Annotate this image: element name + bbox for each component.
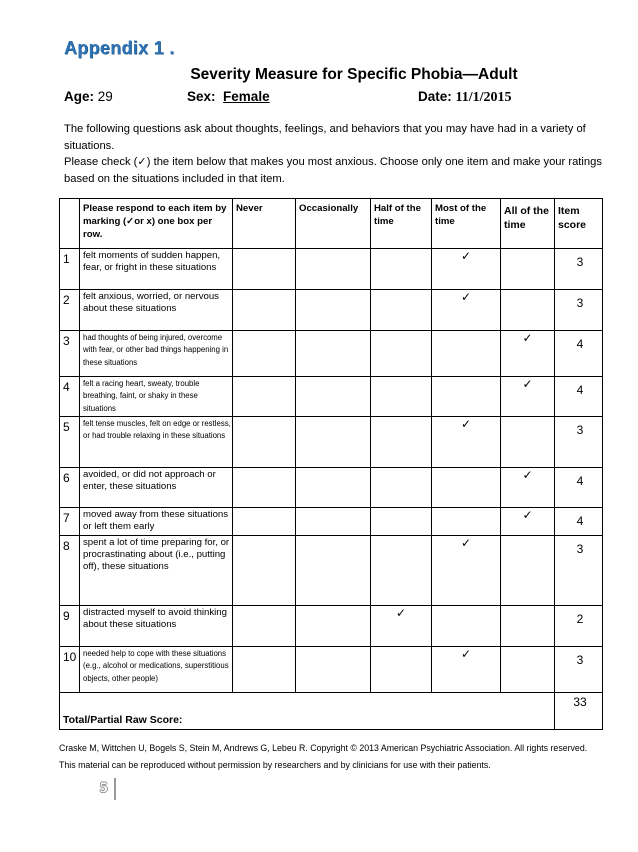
- check-mark-icon: ✓: [522, 377, 533, 391]
- instructions: [64, 121, 604, 187]
- rating-cell-most[interactable]: [432, 536, 501, 606]
- rating-cell-all[interactable]: [501, 536, 555, 606]
- rating-cell-occasionally[interactable]: [296, 606, 371, 647]
- age-value: 29: [97, 89, 113, 104]
- rating-cell-all[interactable]: [501, 508, 555, 536]
- table-header-row: [60, 199, 603, 249]
- row-number: 2: [60, 290, 80, 331]
- row-item-text: spent a lot of time preparing for, or procrastinating about (i.e., putting off), these situations: [80, 536, 233, 606]
- table-row: [60, 508, 603, 536]
- table-row: [60, 249, 603, 290]
- table-row: [60, 290, 603, 331]
- age-label: Age:: [64, 89, 94, 104]
- rating-cell-half[interactable]: [371, 536, 432, 606]
- rating-table: [59, 198, 603, 730]
- row-item-text: needed help to cope with these situations (e.g., alcohol or medications, superstitious objects, other people): [80, 647, 233, 693]
- page-divider: [114, 778, 116, 800]
- check-mark-icon: ✓: [460, 417, 472, 431]
- item-score: 3: [555, 647, 603, 693]
- row-item-text: felt anxious, worried, or nervous about these situations: [80, 290, 233, 331]
- copyright-notice: Craske M, Wittchen U, Bogels S, Stein M, Andrews G, Lebeu R. Copyright © 2013 American Psychiatric Association. All rights reserved. This material can be reproduced without permission by researchers and by clinicians for use with their patients.: [59, 743, 588, 770]
- header-occasionally: Occasionally: [296, 199, 371, 249]
- row-item-text: felt tense muscles, felt on edge or restless, or had trouble relaxing in these situations: [80, 417, 233, 468]
- rating-cell-never[interactable]: [233, 249, 296, 290]
- table-row: [60, 331, 603, 377]
- table-row: [60, 417, 603, 468]
- rating-cell-all[interactable]: [501, 606, 555, 647]
- row-number: 8: [60, 536, 80, 606]
- table-row: [60, 606, 603, 647]
- rating-cell-all[interactable]: [501, 331, 555, 377]
- check-mark-icon: ✓: [395, 606, 407, 620]
- row-item-text: avoided, or did not approach or enter, these situations: [80, 468, 233, 508]
- instructions-line-1: The following questions ask about thoughts, feelings, and behaviors that you may have had in a variety of situations.: [64, 123, 586, 152]
- item-score: 4: [555, 377, 603, 417]
- rating-cell-never[interactable]: [233, 468, 296, 508]
- rating-cell-never[interactable]: [233, 417, 296, 468]
- row-number: 6: [60, 468, 80, 508]
- rating-cell-half[interactable]: [371, 606, 432, 647]
- rating-cell-never[interactable]: [233, 606, 296, 647]
- row-item-text: moved away from these situations or left them early: [80, 508, 233, 536]
- rating-cell-all[interactable]: [501, 647, 555, 693]
- header-score: Item score: [555, 199, 603, 249]
- rating-cell-never[interactable]: [233, 377, 296, 417]
- rating-cell-occasionally[interactable]: [296, 417, 371, 468]
- rating-cell-never[interactable]: [233, 508, 296, 536]
- rating-cell-most[interactable]: [432, 290, 501, 331]
- row-number: 10: [60, 647, 80, 693]
- check-mark-icon: ✓: [522, 508, 533, 522]
- check-mark-icon: ✓: [522, 468, 533, 482]
- rating-cell-occasionally[interactable]: [296, 249, 371, 290]
- rating-cell-most[interactable]: [432, 417, 501, 468]
- total-score: 33: [555, 693, 603, 730]
- item-score: 3: [555, 290, 603, 331]
- rating-cell-all[interactable]: [501, 377, 555, 417]
- rating-cell-most[interactable]: [432, 468, 501, 508]
- rating-cell-occasionally[interactable]: [296, 647, 371, 693]
- rating-cell-half[interactable]: [371, 417, 432, 468]
- row-number: 5: [60, 417, 80, 468]
- header-never: Never: [233, 199, 296, 249]
- instructions-line-2: Please check (✓) the item below that makes you most anxious. Choose only one item and make your ratings based on the situations included in that item.: [64, 156, 602, 185]
- row-item-text: felt moments of sudden happen, fear, or fright in these situations: [80, 249, 233, 290]
- rating-cell-half[interactable]: [371, 468, 432, 508]
- sex-label: Sex:: [187, 89, 216, 104]
- date-label: Date:: [418, 89, 452, 104]
- appendix-heading: Appendix 1 .: [64, 38, 175, 58]
- item-score: 3: [555, 417, 603, 468]
- table-row: [60, 647, 603, 693]
- rating-cell-most[interactable]: [432, 377, 501, 417]
- date-value: 11/1/2015: [455, 90, 512, 105]
- item-score: 3: [555, 536, 603, 606]
- item-score: 2: [555, 606, 603, 647]
- check-mark-icon: ✓: [460, 647, 472, 661]
- rating-cell-occasionally[interactable]: [296, 536, 371, 606]
- header-all: All of the time: [501, 199, 555, 249]
- rating-cell-occasionally[interactable]: [296, 508, 371, 536]
- item-score: 4: [555, 508, 603, 536]
- rating-cell-all[interactable]: [501, 290, 555, 331]
- check-mark-icon: ✓: [460, 290, 472, 304]
- rating-cell-most[interactable]: [432, 331, 501, 377]
- row-number: 7: [60, 508, 80, 536]
- page-number-box: [72, 778, 116, 800]
- rating-cell-occasionally[interactable]: [296, 331, 371, 377]
- row-item-text: felt a racing heart, sweaty, trouble breathing, faint, or shaky in these situations: [80, 377, 233, 417]
- row-number: 9: [60, 606, 80, 647]
- table-row: [60, 377, 603, 417]
- table-row: [60, 468, 603, 508]
- rating-cell-most[interactable]: [432, 647, 501, 693]
- item-score: 4: [555, 331, 603, 377]
- rating-cell-most[interactable]: [432, 249, 501, 290]
- check-mark-icon: ✓: [460, 249, 472, 263]
- total-row: [60, 693, 603, 730]
- sex-field: [187, 89, 270, 104]
- date-field: [418, 89, 512, 106]
- rating-cell-half[interactable]: [371, 508, 432, 536]
- rating-cell-half[interactable]: [371, 290, 432, 331]
- rating-cell-half[interactable]: [371, 377, 432, 417]
- rating-cell-half[interactable]: [371, 331, 432, 377]
- rating-cell-occasionally[interactable]: [296, 468, 371, 508]
- rating-cell-most[interactable]: [432, 508, 501, 536]
- check-mark-icon: ✓: [522, 331, 533, 345]
- header-item: Please respond to each item by marking (✓or x) one box per row.: [80, 199, 233, 249]
- rating-cell-all[interactable]: [501, 249, 555, 290]
- check-mark-icon: ✓: [460, 536, 472, 550]
- rating-cell-never[interactable]: [233, 647, 296, 693]
- rating-cell-never[interactable]: [233, 331, 296, 377]
- sex-value: Female: [223, 89, 270, 104]
- rating-cell-all[interactable]: [501, 468, 555, 508]
- row-item-text: had thoughts of being injured, overcome with fear, or other bad things happening in these situations: [80, 331, 233, 377]
- rating-cell-occasionally[interactable]: [296, 377, 371, 417]
- rating-cell-half[interactable]: [371, 647, 432, 693]
- row-number: 4: [60, 377, 80, 417]
- page-number: 5: [100, 780, 108, 796]
- table-row: [60, 536, 603, 606]
- header-number: [60, 199, 80, 249]
- rating-cell-all[interactable]: [501, 417, 555, 468]
- header-most: Most of the time: [432, 199, 501, 249]
- row-number: 1: [60, 249, 80, 290]
- total-label: Total/Partial Raw Score:: [60, 693, 555, 730]
- header-half: Half of the time: [371, 199, 432, 249]
- age-field: [64, 89, 113, 104]
- item-score: 3: [555, 249, 603, 290]
- rating-cell-never[interactable]: [233, 290, 296, 331]
- row-item-text: distracted myself to avoid thinking about these situations: [80, 606, 233, 647]
- form-title: Severity Measure for Specific Phobia—Adult: [190, 66, 518, 83]
- item-score: 4: [555, 468, 603, 508]
- rating-cell-half[interactable]: [371, 249, 432, 290]
- rating-cell-never[interactable]: [233, 536, 296, 606]
- row-number: 3: [60, 331, 80, 377]
- rating-cell-occasionally[interactable]: [296, 290, 371, 331]
- rating-cell-most[interactable]: [432, 606, 501, 647]
